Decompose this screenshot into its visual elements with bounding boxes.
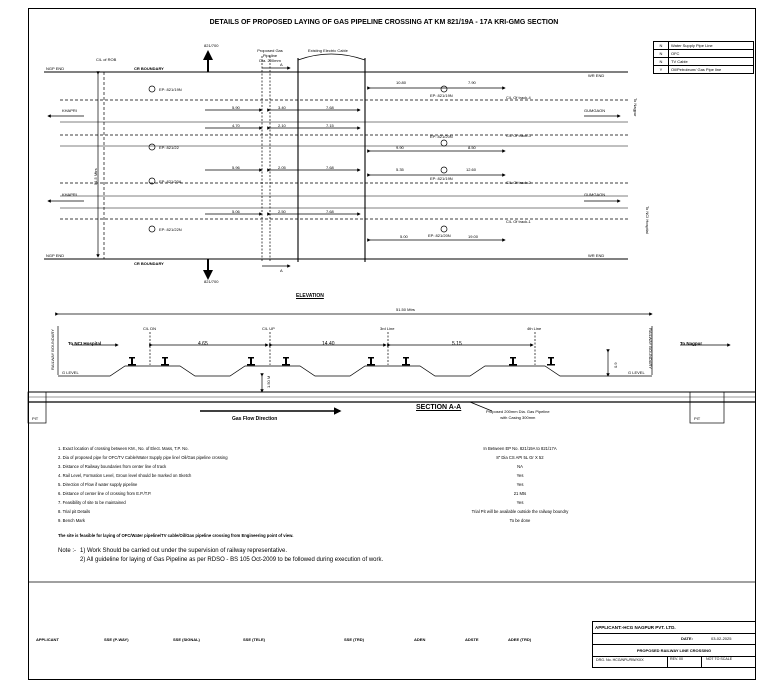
signature-label: APPLICANT <box>36 637 59 642</box>
gumgaon-bottom: GUMGAON <box>584 192 606 197</box>
titleblock-date: 03-02-2025 <box>711 636 732 641</box>
pit-right: PIT <box>694 416 701 421</box>
pit-left: PIT <box>32 416 39 421</box>
dim-left: 5.06 <box>232 209 240 214</box>
km-bottom: 821/700 <box>204 279 219 284</box>
ngp-end-bottom: NGP END <box>46 253 65 258</box>
signature-label: ADSTE <box>465 637 479 642</box>
gumgaon-top: GUMGAON <box>584 108 606 113</box>
dim-left: 5.96 <box>232 165 240 170</box>
dim-right: 10.80 <box>396 80 407 85</box>
note-question: 9. Bench Mark <box>58 518 85 523</box>
titleblock-applicant: APPLICANT:-HCG NAGPUR PVT. LTD. <box>595 625 676 630</box>
elev-to-nagpur: To Nagpur <box>680 341 703 346</box>
ep-right: EP: 821/19N <box>430 176 453 181</box>
boundary-bottom: CR BOUNDARY <box>134 261 164 266</box>
km-top: 821/700 <box>204 43 219 48</box>
titleblock-footer-row <box>593 656 755 668</box>
titleblock-drg: DRG. No. HCG/NPL/RW/XXX <box>596 658 644 662</box>
feasibility-statement: The site is feasible for laying of OFC/Water pipeline/TV cable/Oil/Gas pipeline crossing from Engineering point of view. <box>58 533 294 538</box>
dim-left: 3.40 <box>278 105 286 110</box>
gas-flow-label: Gas Flow Direction <box>232 416 278 422</box>
section-mark-bottom: A <box>280 268 283 273</box>
signature-label: SSE (P-WAY) <box>104 637 129 642</box>
note-answer: NA <box>517 464 523 469</box>
note-answer: 8" Dia CS API 5L Gr X 52 <box>496 455 544 460</box>
dim-mid: 7.15 <box>326 123 334 128</box>
elevation-heading: ELEVATION <box>296 293 324 299</box>
track-label: C/L Of track-1 <box>506 219 531 224</box>
drawing-title: DETAILS OF PROPOSED LAYING OF GAS PIPELINE CROSSING AT KM 821/19A - 17A KRI-GMG SECTION <box>209 19 559 26</box>
electric-cable-label: Existing Electric Cable <box>308 48 348 53</box>
dim-right: 7.90 <box>468 80 476 85</box>
dim-right: 8.50 <box>468 145 476 150</box>
track-label: C/L Of track-2 <box>506 180 531 185</box>
col-label: C/L UP <box>262 326 275 331</box>
dim-left: 4.70 <box>232 123 240 128</box>
dim-right: 9.90 <box>396 145 404 150</box>
dim-left: 2.10 <box>278 123 286 128</box>
pipe-note: Proposed 200mm Dia. Gas Pipeline with Casing 300mm <box>486 409 550 421</box>
elev-dim: 14.40 <box>322 341 335 347</box>
note-answer: Yes <box>516 473 524 478</box>
khapri-top: KHAPRI <box>62 108 77 113</box>
col-label: 4th Line <box>527 326 542 331</box>
cl-rob-label: C/L of ROB <box>96 57 117 62</box>
section-mark-top: A <box>280 62 283 67</box>
ep-right: EP: 821/20N <box>430 134 453 139</box>
right-boundary-vertical: RAILWAY BOUNDARY <box>648 328 653 369</box>
wr-end-top: WR END <box>588 73 605 78</box>
plan-width-label: 51.5 Mtrs <box>93 168 98 185</box>
dim-left: 2.05 <box>278 165 286 170</box>
note-answer: Yes <box>516 482 524 487</box>
note-answer: 21 Mts <box>513 491 527 496</box>
note-answer: Yes <box>516 500 524 505</box>
track-label: C/L Of track-3 <box>506 133 531 138</box>
legend-code: N <box>654 58 669 66</box>
signature-label: ADEN <box>414 637 426 642</box>
legend-code: Y <box>654 66 669 74</box>
note-heading: Note :- <box>58 548 77 554</box>
note-line: 1) Work Should be carried out under the supervision of railway representative. <box>80 548 287 554</box>
ngp-end-top: NGP END <box>46 66 65 71</box>
track-label: C/L Of track-4 <box>506 95 531 100</box>
elevation-total: 51.50 Mtrs <box>396 307 415 312</box>
signature-label: ADEE (TRD) <box>508 637 532 642</box>
depth-label: 1.50 M <box>266 375 271 388</box>
titleblock-heading: PROPOSED RAILWAY LINE CROSSING <box>636 648 712 653</box>
elev-dim: 4.65 <box>198 341 208 347</box>
dim-right: 12.60 <box>466 167 477 172</box>
elev-to-nci: To NCI Hospital <box>68 341 102 346</box>
elev-dim: 5.15 <box>452 341 462 347</box>
note-question: 3. Distance of Railway boundaries from center line of track <box>58 464 167 469</box>
to-nagpur-label: To Nagpur <box>633 98 638 117</box>
note-answer: To be done <box>509 518 531 523</box>
dim-mid: 7.68 <box>326 105 334 110</box>
dim-right: 5.00 <box>400 234 408 239</box>
note-line: 2) All guideline for laying of Gas Pipeline as per RDSO - BS 105 Oct-2009 to be followed during execution of work. <box>80 557 384 563</box>
ep-right: EP: 821/19N <box>430 93 453 98</box>
to-nci-label: To NCI Hospital <box>645 206 650 234</box>
note-question: 7. Feasibility of site to be maintained <box>58 500 126 505</box>
note-question: 1. Exact location of crossing between KM., No. of Elect. Mass, T.P. No. <box>58 446 189 451</box>
note-answer: In Between EP No. 821/19A to 821/17A <box>483 446 557 451</box>
ep-right: EP: 821/20N <box>428 233 451 238</box>
legend-label: TV Cable <box>669 58 754 66</box>
legend-label: Water Supply Pipe Line <box>669 42 754 50</box>
signature-label: SSE (TRD) <box>344 637 364 642</box>
g-level-right: G LEVEL <box>628 370 645 375</box>
ep-left: EP: 821/19N <box>159 87 182 92</box>
ep-left: EP: 821/22N <box>159 227 182 232</box>
legend-label: Oil/Petroleum/ Gas Pipe line <box>669 66 754 74</box>
legend-label: OFC <box>669 50 754 58</box>
dim-mid: 7.68 <box>326 165 334 170</box>
note-question: 6. Distance of center line of crossing from E.P./T.P. <box>58 491 152 496</box>
dim-left: 5.90 <box>232 105 240 110</box>
ep-left: EP: 821/20A <box>159 179 182 184</box>
boundary-top: CR BOUNDARY <box>134 66 164 71</box>
col-label: C/L DN <box>143 326 156 331</box>
legend-code: N <box>654 50 669 58</box>
note-question: 2. Dia of proposed pipe for OFC/TV Cable/Water Supply pipe line/ Oil/Gas pipeline crossing <box>58 455 228 460</box>
ep-left: EP: 821/22 <box>159 145 179 150</box>
note-question: 5. Direction of Flow if water supply pipeline <box>58 482 138 487</box>
note-answer: Trial Pit will be available outside the railway boundry <box>471 509 569 514</box>
dim-right: 19.00 <box>468 234 479 239</box>
height-label: 0.9 <box>613 362 618 368</box>
signature-label: SSE (TELE) <box>243 637 266 642</box>
dim-mid: 7.68 <box>326 209 334 214</box>
section-aa-label: SECTION A-A <box>416 404 462 411</box>
signature-label: SSE (SIGNAL) <box>173 637 200 642</box>
note-question: 4. Rail Level, Formation Level, Groun level should be marked on Sketch <box>58 473 192 478</box>
wr-end-bottom: WR END <box>588 253 605 258</box>
khapri-bottom: KHAPRI <box>62 192 77 197</box>
title-block <box>592 621 756 668</box>
col-label: 3rd Line <box>380 326 395 331</box>
titleblock-scale: NOT TO SCALE <box>701 656 732 668</box>
left-boundary-vertical: RAILWAY BOUNDARY <box>50 329 55 370</box>
titleblock-date-label: DATE: <box>681 636 693 641</box>
legend-code: N <box>654 42 669 50</box>
g-level-left: G LEVEL <box>62 370 79 375</box>
titleblock-rev: REV. 00 <box>667 656 683 668</box>
note-question: 8. Trial pit Details <box>58 509 91 514</box>
dim-right: 5.35 <box>396 167 404 172</box>
pipeline-label: Proposed Gas Pipeline Dia. 200mm <box>257 48 283 63</box>
dim-left: 2.50 <box>278 209 286 214</box>
